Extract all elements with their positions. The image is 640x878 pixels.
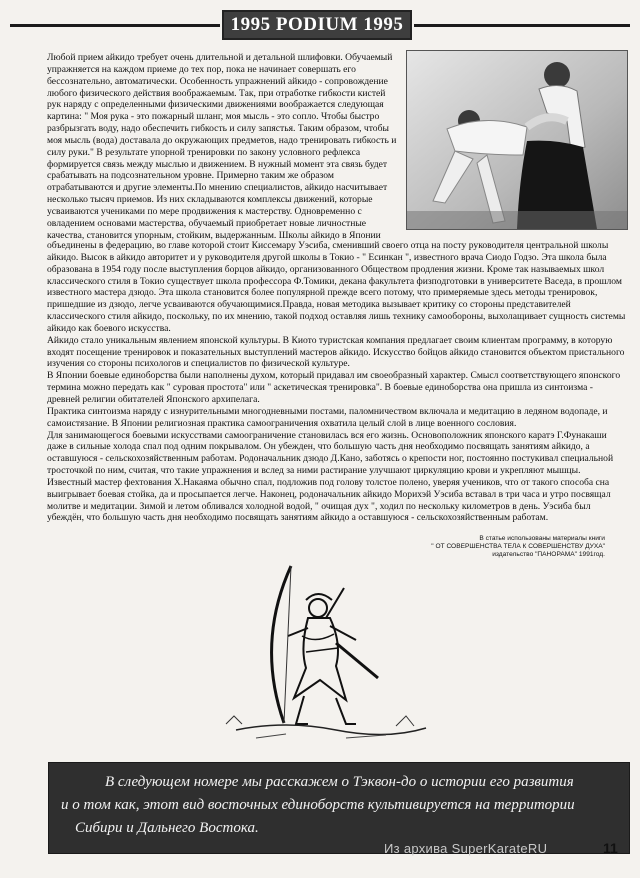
source-line: " ОТ СОВЕРШЕНСТВА ТЕЛА К СОВЕРШЕНСТВУ ДУХА" bbox=[431, 543, 605, 550]
samurai-drawing bbox=[196, 548, 456, 743]
header-rule-left bbox=[10, 24, 220, 27]
article-paragraph: Для занимающегося боевыми искусствами самоограничение становилась вся его жизнь. Основоположник японского каратэ Г.Фунакаши даже в сильные холода спал под одним покрывалом. Он убежден, что большую часть дня необходимо посвящать занятиям айкидо, а оставшуюся - сельскохозяйственным работам. Родоначальник дзюдо Д.Кано, заботясь о крепости ног, постоянно постукивал специальной тросточкой по ним, считая, что такие упражнения и вслед за ними растирание улучшают циркуляцию крови и укрепляют мышцы. Известный мастер фехтования Х.Накаяма обычно спал, подложив под голову толстое полено, уверяя учеников, что от такого способа сна выигрывает боевая стойка, да и просыпается легче. Наконец, родоначальник айкидо Морихэй Уэсиба вставал в три часа и утро посвящал молитве и медитации. Зимой и летом обливался холодной водой, " очищая дух ", ходил по нескольку километров в день. Уэсиба был убеждён, что большую часть дня необходимо посвящать занятиям айкидо а оставшуюся - сельскохозяйственным работам. bbox=[47, 429, 614, 524]
next-issue-text bbox=[49, 771, 629, 840]
article-body bbox=[47, 240, 627, 524]
page-number: 11 bbox=[603, 840, 618, 856]
article-paragraph: объединены в федерацию, во главе которой стоит Киссемару Уэсиба, сменивший своего отца на посту руководителя центральной школы айкидо. Высок в айкидо авторитет и у руководителя другой школы в Токио - " Есинкан ", известного врача Сиодо Годзо. Эта школа была образована в 1954 году после выступления борцов айкидо, организованного Обществом продления жизни. Кроме так называемых школ классического стиля в Токио существует школа профессора Ф.Томики, декана факультета физподготовки в университете Васеда, в прошлом известного мастера дзюдо. Эта школа становится более популярной прежде всего потому, что примеряемые здесь методы тренировок, пришедшие из дзюдо, легче усваиваются обучающимися.Правда, новая методика вызывает критику со стороны представителей классического стиля айкидо, поскольку, по их мнению, такой подход оставляя лишь технику самообороны, выхолащивает сущность системы айкидо как боевого искусства. bbox=[47, 240, 626, 334]
banner-line: В следующем номере мы расскажем о Тэквон-до о истории его развития bbox=[105, 774, 574, 790]
aikido-throw-photo-icon bbox=[407, 51, 627, 229]
article-paragraph: Айкидо стало уникальным явлением японской культуры. В Киото туристская компания предлагает своим клиентам программу, в которую входят посещение тренировок и показательных выступлений мастеров айкидо. Искусство бойцов айкидо становится объектом пристального изучения со стороны психологов и специалистов по физической культуре. bbox=[47, 334, 625, 370]
archive-watermark: Из архива SuperKarateRU bbox=[384, 841, 548, 856]
source-line: издательство "ПАНОРАМА" 1991год. bbox=[492, 551, 605, 558]
aikido-photo bbox=[406, 50, 628, 230]
page-header bbox=[222, 10, 412, 40]
article-column-top bbox=[47, 52, 401, 242]
article-paragraph: В Японии боевые единоборства были наполнены духом, который придавал им своеобразный характер. Смысл соответствующего японского термина можно передать как " суровая простота" или " аскетическая тренировка". В боевые единоборства она пришла из синтоизма - древней религии обитателей Японского архипелага. bbox=[47, 370, 621, 405]
samurai-archer-ink-drawing-icon bbox=[196, 548, 456, 743]
article-paragraph: Практика синтоизма наряду с изнурительными многодневными постами, паломничеством включала и медитацию в ледяном водопаде, и самоистязание. В Японии религиозная практика самоограничения охватила целый слой в лице военного сословия. bbox=[47, 405, 608, 429]
source-line: В статье использованы материалы книги bbox=[479, 535, 605, 542]
header-rule-right bbox=[414, 24, 630, 27]
banner-line: Сибири и Дальнего Востока. bbox=[75, 820, 259, 836]
article-paragraph-intro: Любой прием айкидо требует очень длительной и детальной шлифовки. Обучаемый упражняется на каждом приеме до тех пор, пока не начинает совершать его бессознательно, автоматически. Особенность упражнений айкидо - сопровождение любого физического действия воображаемым. Так, при отработке гибкости кистей рук наряду с определенными физическими движениями воображается следующая картина: " Моя рука - это пожарный шланг, моя мысль - это сопло. Чтобы быстро разбрызгать воду, надо обеспечить гибкость и силу запястья. Таким образом, чтобы моя мысль (вода) доставала до окружающих предметов, надо тренировать гибкость и силу руки." В результате упорной тренировки по закону условного рефлекса формируется связь между мыслью и движением. В нужный момент эта связь будет срабатывать на подсознательном уровне. Примерно таким же образом отрабатываются и другие элементы.По мнению специалистов, айкидо насчитывает несколько тысяч приемов. Из них складываются комплексы движений, которые усваиваются учениками по мере продвижения к мастерству. Одновременно с овладением основами мастерства, обучаемый приобретает новые личностные качества, становится упорным, стойким, выдержанным. Школы айкидо в Японии bbox=[47, 52, 397, 241]
banner-line: и о том как, этот вид восточных единоборств культивируется на территории bbox=[61, 797, 575, 813]
header-title: 1995 PODIUM 1995 bbox=[230, 14, 404, 35]
